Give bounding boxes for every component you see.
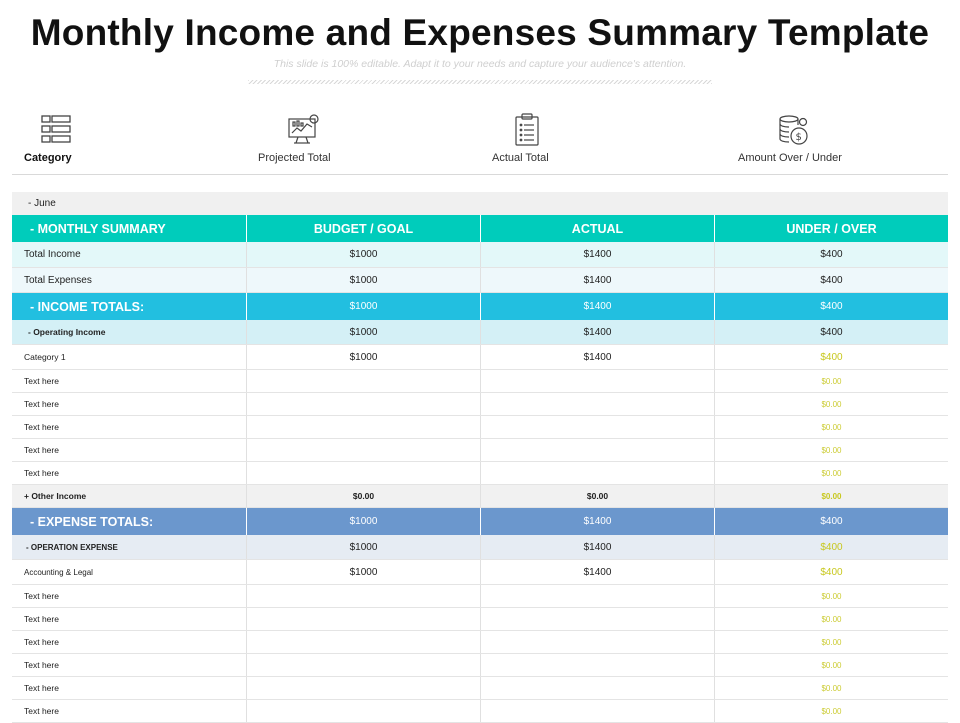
other-income-budget: $0.00 — [246, 485, 480, 507]
row-label: Category 1 — [24, 352, 66, 362]
row-actual — [480, 462, 714, 484]
row-label: Text here — [24, 706, 59, 716]
row-under-over: $0.00 — [714, 393, 948, 415]
table-header-row — [12, 215, 948, 242]
row-budget — [246, 631, 480, 653]
row-under-over: $0.00 — [714, 654, 948, 676]
table-row — [12, 370, 948, 393]
row-budget — [246, 585, 480, 607]
row-actual — [480, 370, 714, 392]
row-actual — [480, 585, 714, 607]
other-income-label: + Other Income — [24, 491, 87, 501]
table-row — [12, 393, 948, 416]
category-legend-actual — [480, 110, 714, 174]
row-under-over: $0.00 — [714, 439, 948, 461]
row-label: Text here — [24, 660, 59, 670]
row-budget: $1000 — [246, 345, 480, 369]
expense-totals-label: - EXPENSE TOTALS: — [30, 514, 154, 529]
row-label: Text here — [24, 422, 59, 432]
row-budget: $1000 — [246, 268, 480, 292]
row-label: Text here — [24, 614, 59, 624]
row-actual — [480, 608, 714, 630]
actual-total-label: Actual Total — [492, 152, 549, 164]
row-label: Accounting & Legal — [24, 567, 93, 577]
row-under-over: $0.00 — [714, 370, 948, 392]
header-under-over: UNDER / OVER — [714, 215, 948, 242]
row-budget — [246, 370, 480, 392]
table-row — [12, 631, 948, 654]
row-actual — [480, 677, 714, 699]
row-actual — [480, 416, 714, 438]
operating-income-row — [12, 320, 948, 345]
row-under-over: $0.00 — [714, 608, 948, 630]
projected-total-label: Projected Total — [258, 152, 331, 164]
income-totals-under-over: $400 — [714, 293, 948, 320]
other-income-under-over: $0.00 — [714, 485, 948, 507]
row-under-over: $400 — [714, 268, 948, 292]
row-budget — [246, 462, 480, 484]
row-actual — [480, 439, 714, 461]
income-totals-actual: $1400 — [480, 293, 714, 320]
expense-totals-row — [12, 508, 948, 535]
operation-expense-under-over: $400 — [714, 535, 948, 559]
amount-over-under-label: Amount Over / Under — [738, 152, 842, 164]
operation-expense-actual: $1400 — [480, 535, 714, 559]
row-budget — [246, 416, 480, 438]
month-row — [12, 192, 948, 215]
page-title: Monthly Income and Expenses Summary Template — [30, 12, 930, 53]
expense-totals-actual: $1400 — [480, 508, 714, 535]
operation-expense-row — [12, 535, 948, 560]
other-income-row — [12, 485, 948, 508]
row-under-over: $0.00 — [714, 416, 948, 438]
row-under-over: $400 — [714, 345, 948, 369]
summary-table — [12, 192, 948, 723]
page-subtitle: This slide is 100% editable. Adapt it to your needs and capture your audience's attention. — [273, 58, 687, 70]
svg-text:$: $ — [795, 132, 802, 143]
row-label: Text here — [24, 468, 59, 478]
expense-totals-budget: $1000 — [246, 508, 480, 535]
row-under-over: $400 — [714, 560, 948, 584]
month-label: - June — [28, 198, 56, 209]
category-legend-category — [12, 110, 246, 174]
chart-screen-icon — [286, 113, 320, 147]
table-row — [12, 560, 948, 585]
header-budget-goal: BUDGET / GOAL — [246, 215, 480, 242]
table-row — [12, 462, 948, 485]
row-budget — [246, 654, 480, 676]
row-budget — [246, 393, 480, 415]
table-row — [12, 416, 948, 439]
row-budget — [246, 439, 480, 461]
table-row — [12, 345, 948, 370]
operation-expense-budget: $1000 — [246, 535, 480, 559]
category-legend-bar — [12, 110, 948, 175]
row-under-over: $400 — [714, 242, 948, 267]
row-under-over: $0.00 — [714, 700, 948, 722]
income-totals-budget: $1000 — [246, 293, 480, 320]
row-actual — [480, 700, 714, 722]
row-label: Total Expenses — [24, 274, 92, 286]
category-legend-over-under — [714, 110, 948, 174]
income-totals-row — [12, 293, 948, 320]
row-label: Text here — [24, 637, 59, 647]
row-under-over: $0.00 — [714, 462, 948, 484]
row-actual — [480, 631, 714, 653]
decorative-divider — [248, 80, 712, 84]
category-legend-projected — [246, 110, 480, 174]
operation-expense-label: - OPERATION EXPENSE — [26, 542, 118, 552]
table-row — [12, 242, 948, 268]
operating-income-actual: $1400 — [480, 320, 714, 344]
row-budget: $1000 — [246, 560, 480, 584]
row-label: Text here — [24, 376, 59, 386]
header-actual: ACTUAL — [480, 215, 714, 242]
row-actual: $1400 — [480, 560, 714, 584]
row-label: Total Income — [24, 249, 81, 260]
table-row — [12, 439, 948, 462]
table-row — [12, 268, 948, 293]
row-actual — [480, 654, 714, 676]
table-row — [12, 654, 948, 677]
row-label: Text here — [24, 445, 59, 455]
row-label: Text here — [24, 683, 59, 693]
operating-income-label: - Operating Income — [28, 327, 106, 337]
table-row — [12, 608, 948, 631]
row-actual — [480, 393, 714, 415]
income-totals-label: - INCOME TOTALS: — [30, 299, 145, 314]
row-actual: $1400 — [480, 242, 714, 267]
table-row — [12, 677, 948, 700]
row-under-over: $0.00 — [714, 677, 948, 699]
row-under-over: $0.00 — [714, 631, 948, 653]
row-under-over: $0.00 — [714, 585, 948, 607]
row-budget — [246, 700, 480, 722]
operating-income-under-over: $400 — [714, 320, 948, 344]
row-budget — [246, 677, 480, 699]
row-budget — [246, 608, 480, 630]
expense-totals-under-over: $400 — [714, 508, 948, 535]
operating-income-budget: $1000 — [246, 320, 480, 344]
other-income-actual: $0.00 — [480, 485, 714, 507]
clipboard-icon — [512, 113, 542, 147]
row-label: Text here — [24, 591, 59, 601]
list-icon — [40, 113, 72, 145]
row-budget: $1000 — [246, 242, 480, 267]
row-actual: $1400 — [480, 268, 714, 292]
table-row — [12, 585, 948, 608]
coins-dollar-icon — [776, 113, 810, 147]
row-label: Text here — [24, 399, 59, 409]
row-actual: $1400 — [480, 345, 714, 369]
category-label: Category — [24, 152, 72, 164]
header-monthly-summary: - MONTHLY SUMMARY — [30, 221, 166, 236]
